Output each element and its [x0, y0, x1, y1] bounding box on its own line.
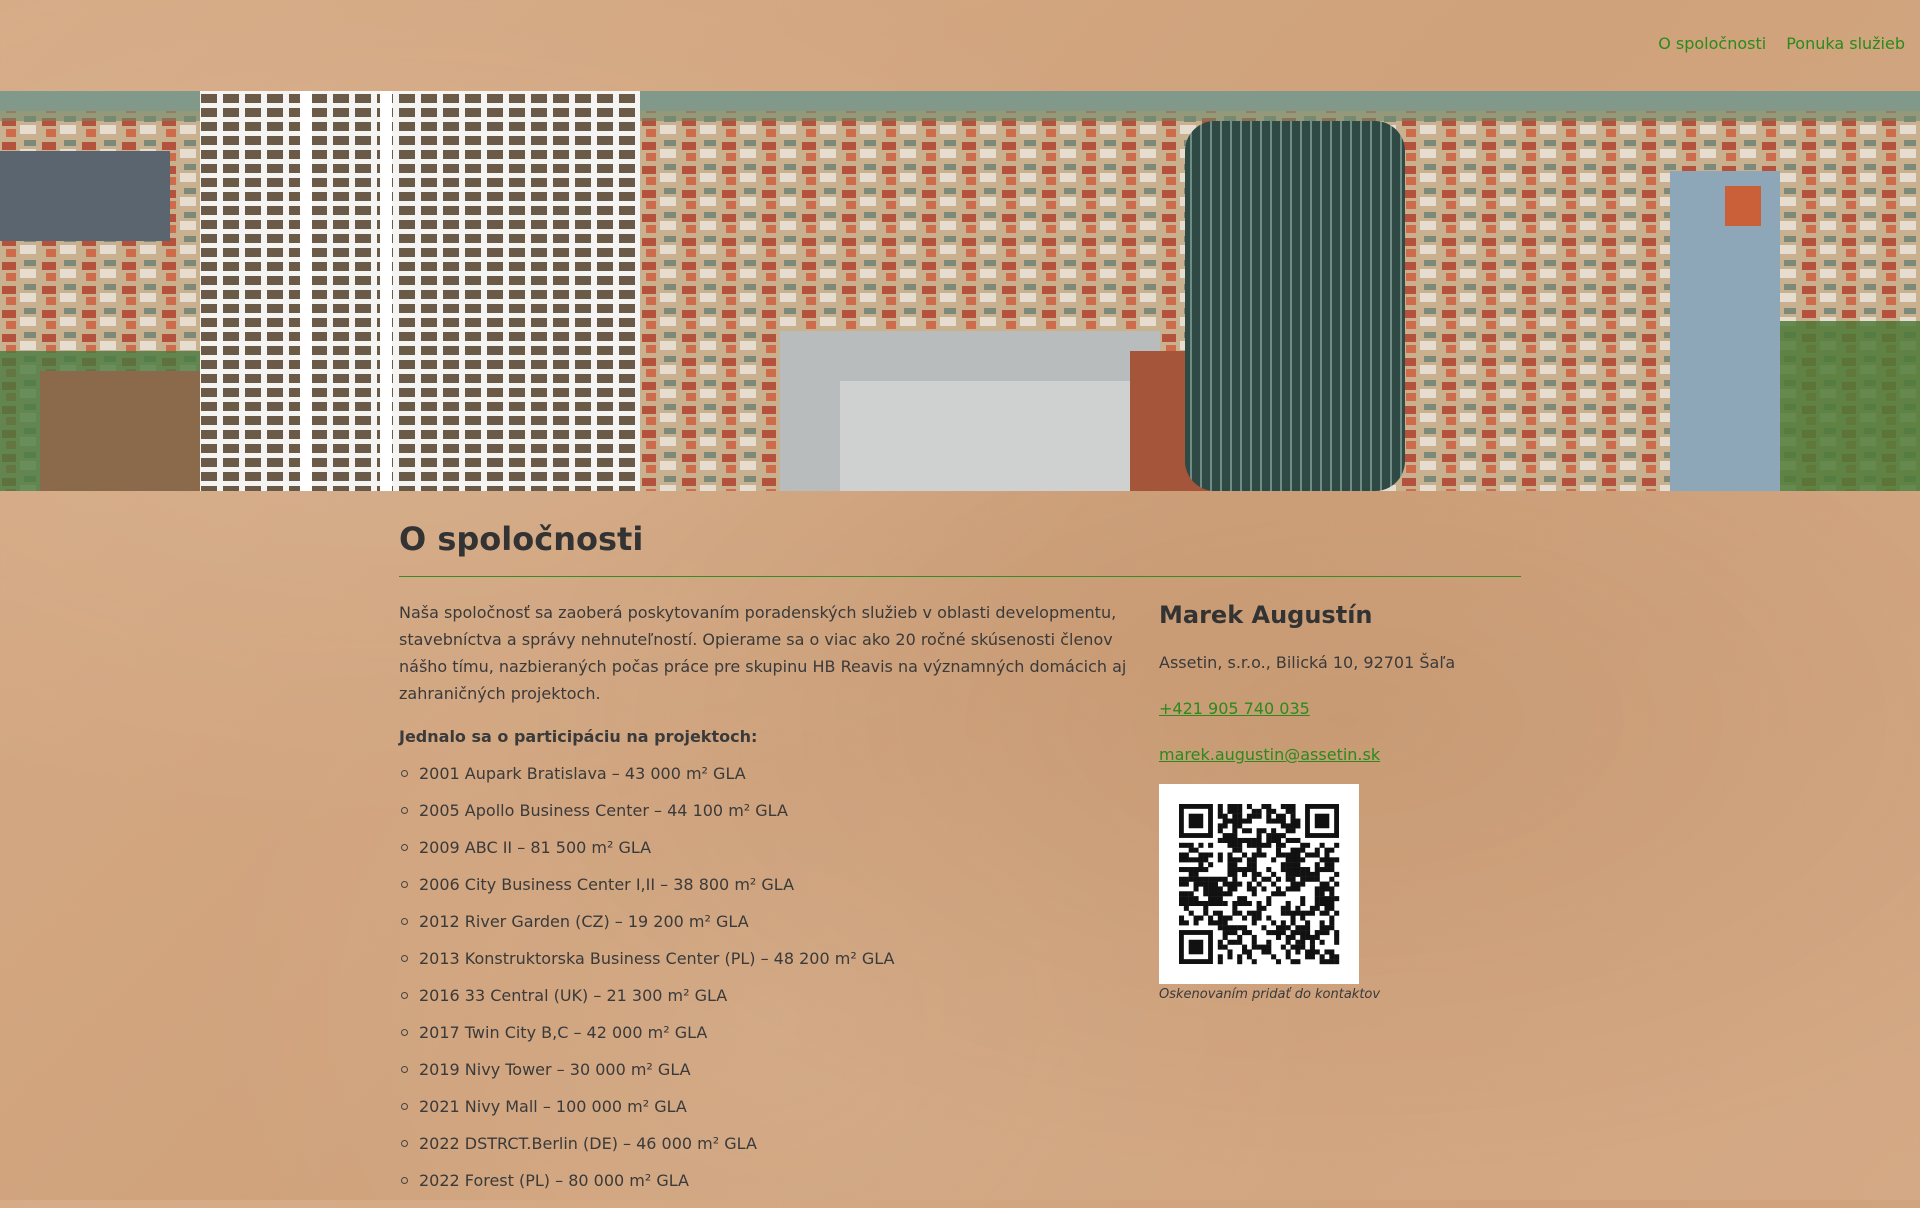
- nav-item-ponuka-sluzieb[interactable]: Ponuka služieb: [1786, 34, 1905, 53]
- phone-link[interactable]: +421 905 740 035: [1159, 699, 1310, 718]
- qr-caption: Oskenovaním pridať do kontaktov: [1159, 987, 1381, 1002]
- contact-address: Assetin, s.r.o., Bilická 10, 92701 Šaľa: [1159, 653, 1456, 672]
- main-content: [399, 520, 1521, 1208]
- list-item: 2017 Twin City B,C – 42 000 m² GLA: [399, 1023, 1159, 1042]
- contact-name: Marek Augustín: [1159, 601, 1373, 629]
- contact-card: [1159, 599, 1521, 1208]
- list-item: 2022 DSTRCT.Berlin (DE) – 46 000 m² GLA: [399, 1134, 1159, 1153]
- main-nav: [1658, 34, 1905, 53]
- hero-image: [0, 91, 1920, 491]
- list-item: 2013 Konstruktorska Business Center (PL) – 48 200 m² GLA: [399, 949, 1159, 968]
- about-section: [399, 599, 1159, 1208]
- projects-list: [399, 764, 1159, 1190]
- list-item: 2019 Nivy Tower – 30 000 m² GLA: [399, 1060, 1159, 1079]
- list-item: 2001 Aupark Bratislava – 43 000 m² GLA: [399, 764, 1159, 783]
- list-item: 2022 Forest (PL) – 80 000 m² GLA: [399, 1171, 1159, 1190]
- email-link[interactable]: marek.augustin@assetin.sk: [1159, 745, 1381, 764]
- list-item: 2006 City Business Center I,II – 38 800 m² GLA: [399, 875, 1159, 894]
- page-title: O spoločnosti: [399, 520, 1521, 577]
- list-item: 2009 ABC II – 81 500 m² GLA: [399, 838, 1159, 857]
- qr-code-image: [1159, 784, 1359, 984]
- list-item: 2012 River Garden (CZ) – 19 200 m² GLA: [399, 912, 1159, 931]
- nav-item-o-spolocnosti[interactable]: O spoločnosti: [1658, 34, 1767, 53]
- intro-paragraph: Naša spoločnosť sa zaoberá poskytovaním poradenských služieb v oblasti developmentu, stavebníctva a správy nehnuteľností. Opierame sa o viac ako 20 ročné skúsenosti členov nášho tímu, nazbieraných počas práce pre skupinu HB Reavis na významných domácich aj zahraničných projektoch.: [399, 603, 1127, 703]
- projects-heading: Jednalo sa o participáciu na projektoch:: [399, 727, 758, 746]
- list-item: 2016 33 Central (UK) – 21 300 m² GLA: [399, 986, 1159, 1005]
- list-item: 2021 Nivy Mall – 100 000 m² GLA: [399, 1097, 1159, 1116]
- list-item: 2005 Apollo Business Center – 44 100 m² GLA: [399, 801, 1159, 820]
